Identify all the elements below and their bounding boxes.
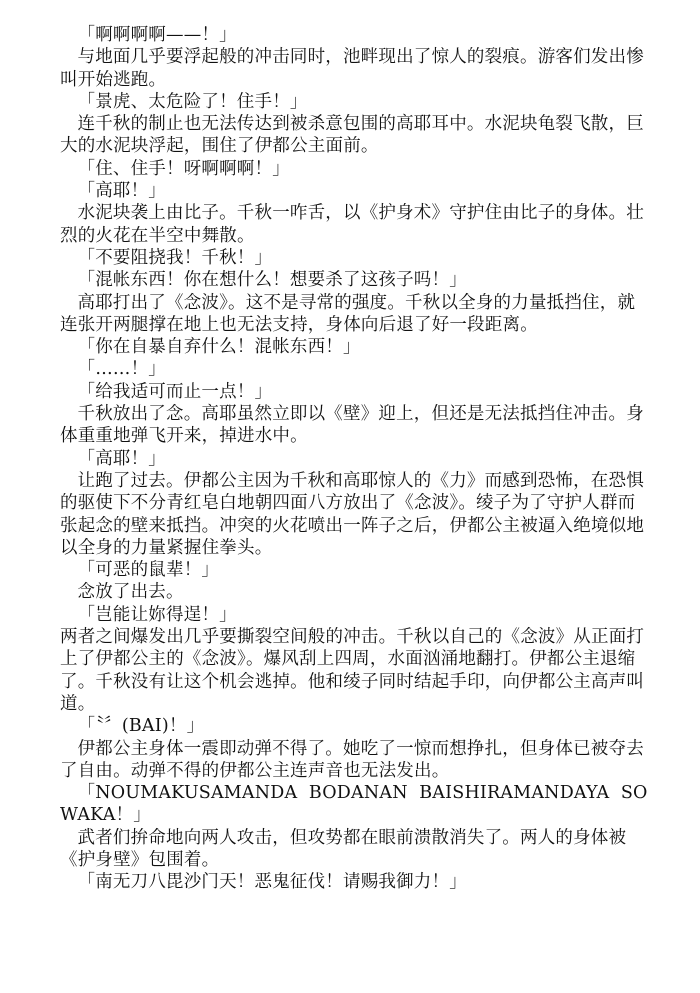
paragraph-14: 千秋放出了念。高耶虽然立即以《壁》迎上，但还是无法抵挡住冲击。身体重重地弹飞开来，掉进水中。: [60, 404, 644, 447]
paragraph-25: 「南无刀八毘沙门天！恶鬼征伐！请赐我御力！」: [77, 872, 467, 893]
paragraph-20: 两者之间爆发出几乎要撕裂空间般的冲击。千秋以自己的《念波》从正面打上了伊都公主的《念波》。爆风刮上四周，水面汹涌地翻打。伊都公主退缩了。千秋没有让这个机会逃掉。他和绫子同时结起手印，向伊都公主高声叫道。: [60, 627, 645, 714]
paragraph-4: 连千秋的制止也无法传达到被杀意包围的高耶耳中。水泥块龟裂飞散，巨大的水泥块浮起，围住了伊都公主面前。: [60, 114, 644, 157]
paragraph-24: 武者们拚命地向两人攻击，但攻势都在眼前溃散消失了。两人的身体被《护身壁》包围着。: [60, 827, 627, 870]
paragraph-17: 「可恶的鼠辈！」: [77, 560, 220, 581]
body-text: [60, 24, 650, 894]
paragraph-16: 让跑了过去。伊都公主因为千秋和高耶惊人的《力》而感到恐怖，在恐惧的驱使下不分青红皂白地朝四面八方放出了《念波》。绫子为了守护人群而张起念的壁来抵挡。冲突的火花喷出一阵子之后，伊都公主被逼入绝境似地以全身的力量紧握住拳头。: [60, 470, 645, 558]
paragraph-13: 「给我适可而止一点！」: [77, 381, 273, 402]
paragraph-7: 水泥块袭上由比子。千秋一咋舌，以《护身术》守护住由比子的身体。壮烈的火花在半空中舞散。: [60, 203, 644, 246]
paragraph-22: 伊都公主身体一震即动弹不得了。她吃了一惊而想挣扎，但身体已被夺去了自由。动弹不得的伊都公主连声音也无法发出。: [60, 738, 644, 781]
paragraph-15: 「高耶！」: [77, 448, 166, 469]
paragraph-8: 「不要阻挠我！千秋！」: [77, 247, 273, 268]
paragraph-5: 「住、住手！呀啊啊啊！」: [77, 158, 290, 179]
paragraph-12: 「……！」: [77, 359, 166, 380]
paragraph-11: 「你在自暴自弃什么！混帐东西！」: [77, 337, 361, 358]
paragraph-19: 「岂能让妳得逞！」: [77, 604, 237, 625]
paragraph-6: 「高耶！」: [77, 181, 166, 202]
paragraph-21: 「〝〞(BAI)！」: [77, 716, 205, 737]
paragraph-9: 「混帐东西！你在想什么！想要杀了这孩子吗！」: [77, 270, 467, 291]
paragraph-23: 「NOUMAKUSAMANDA BODANAN BAISHIRAMANDAYA SOWAKA！」: [60, 783, 648, 826]
paragraph-2: 与地面几乎要浮起般的冲击同时，池畔现出了惊人的裂痕。游客们发出惨叫开始逃跑。: [60, 47, 644, 90]
paragraph-10: 高耶打出了《念波》。这不是寻常的强度。千秋以全身的力量抵挡住，就连张开两腿撑在地上也无法支持，身体向后退了好一段距离。: [60, 292, 636, 335]
paragraph-18: 念放了出去。: [77, 582, 184, 603]
paragraph-3: 「景虎、太危险了！住手！」: [77, 91, 308, 112]
paragraph-1: 「啊啊啊啊——！」: [77, 25, 237, 45]
